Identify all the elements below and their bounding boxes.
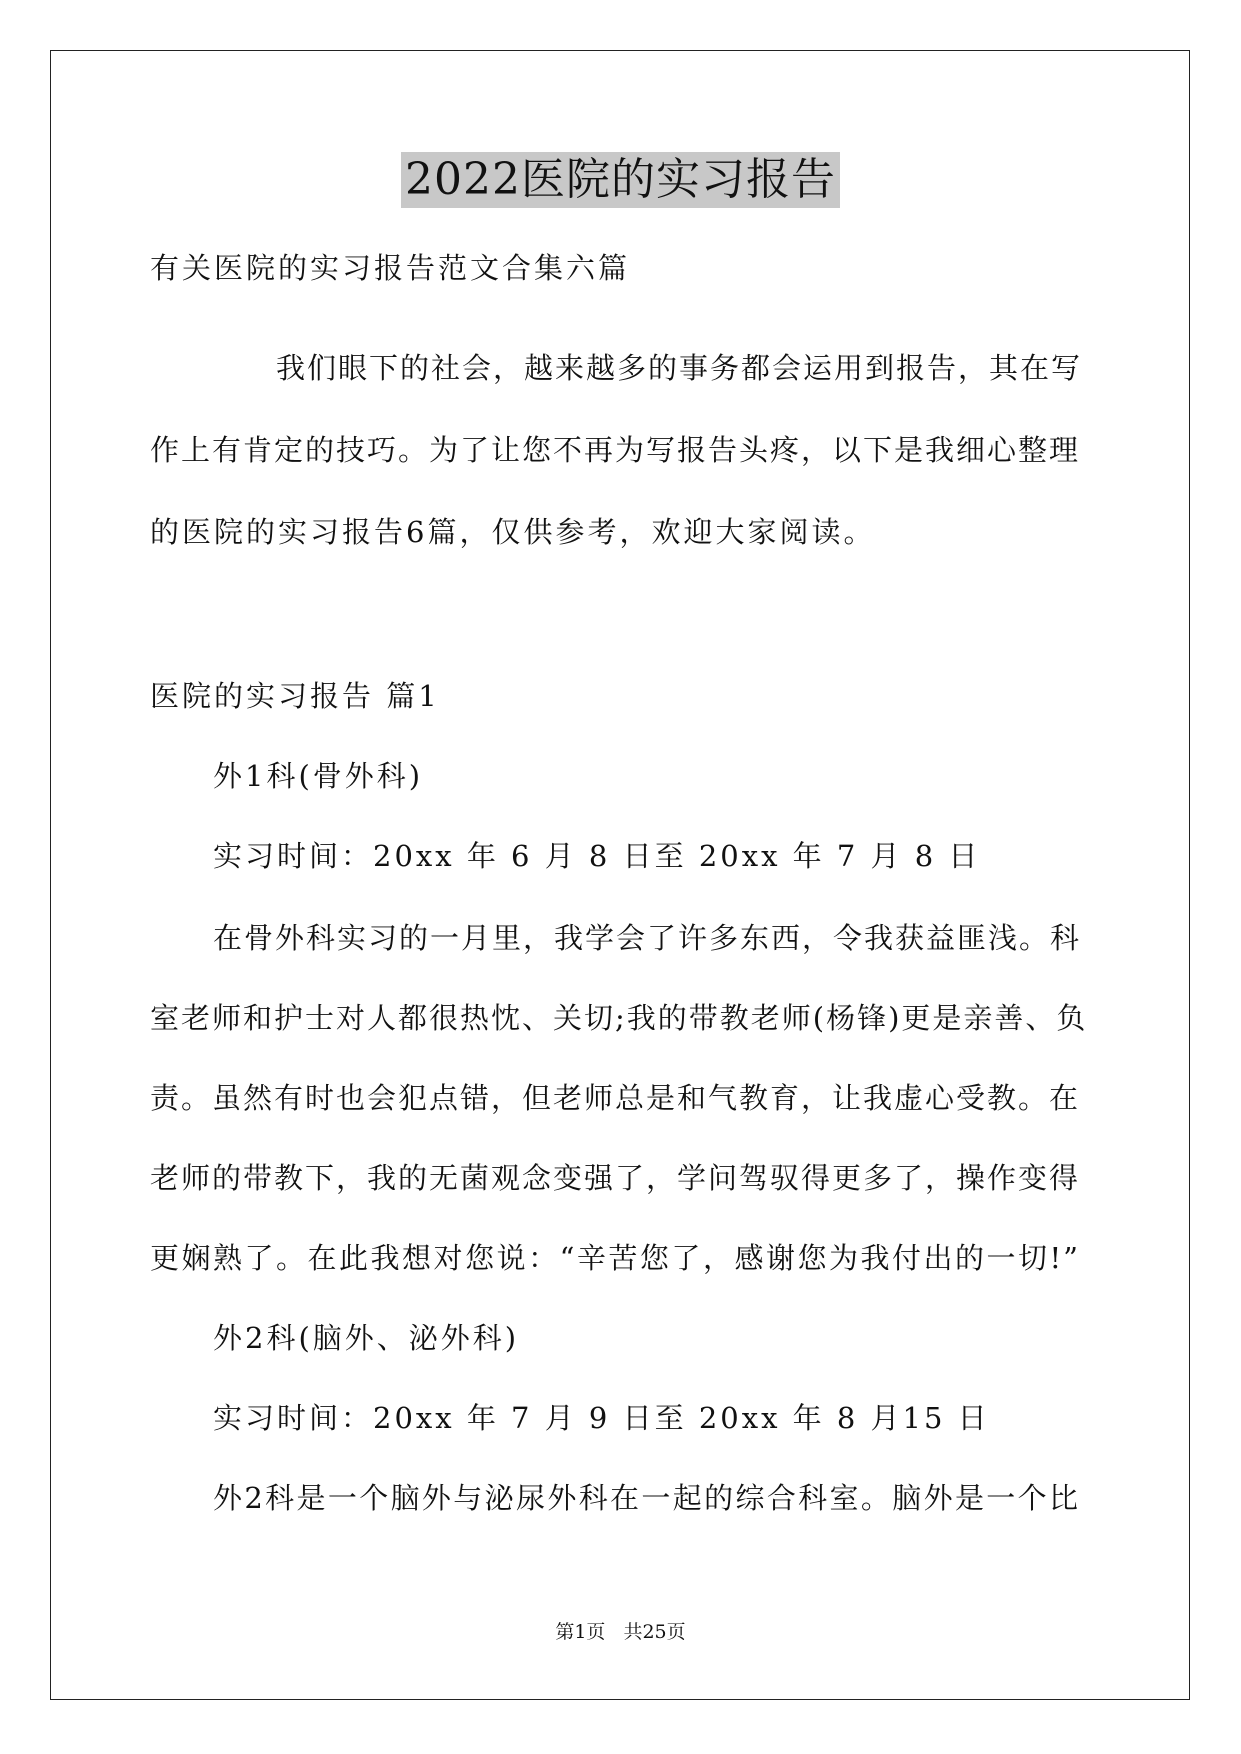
dept1-body-line-3: 责。虽然有时也会犯点错，但老师总是和气教育，让我虚心受教。在 [150,1081,1081,1115]
intro-line-1: 我们眼下的社会，越来越多的事务都会运用到报告，其在写 [276,351,1083,385]
title-container [0,152,1241,208]
section-heading: 医院的实习报告 篇1 [150,679,440,713]
dept1-body-line-1: 在骨外科实习的一月里，我学会了许多东西，令我获益匪浅。科 [213,921,1082,955]
dept2-time: 实习时间：20xx 年 7 月 9 日至 20xx 年 8 月15 日 [213,1401,990,1435]
intro-line-3: 的医院的实习报告6篇，仅供参考，欢迎大家阅读。 [150,515,876,549]
page-footer [0,1620,1241,1644]
dept1-time: 实习时间：20xx 年 6 月 8 日至 20xx 年 7 月 8 日 [213,839,981,873]
dept2-heading: 外2科(脑外、泌外科) [213,1321,520,1355]
dept1-heading: 外1科(骨外科) [213,759,424,793]
dept1-body-line-5: 更娴熟了。在此我想对您说：“辛苦您了，感谢您为我付出的一切!” [150,1241,1080,1275]
page-number-current: 第1页 [555,1621,606,1643]
dept2-body-line-1: 外2科是一个脑外与泌尿外科在一起的综合科室。脑外是一个比 [213,1481,1080,1515]
intro-line-2: 作上有肯定的技巧。为了让您不再为写报告头疼，以下是我细心整理 [150,433,1081,467]
document-title: 2022医院的实习报告 [401,152,840,208]
dept1-body-line-4: 老师的带教下，我的无菌观念变强了，学问驾驭得更多了，操作变得 [150,1161,1081,1195]
document-subtitle: 有关医院的实习报告范文合集六篇 [150,251,631,285]
dept1-body-line-2: 室老师和护士对人都很热忱、关切;我的带教老师(杨锋)更是亲善、负 [150,1001,1088,1035]
page-number-total: 共25页 [623,1621,686,1643]
